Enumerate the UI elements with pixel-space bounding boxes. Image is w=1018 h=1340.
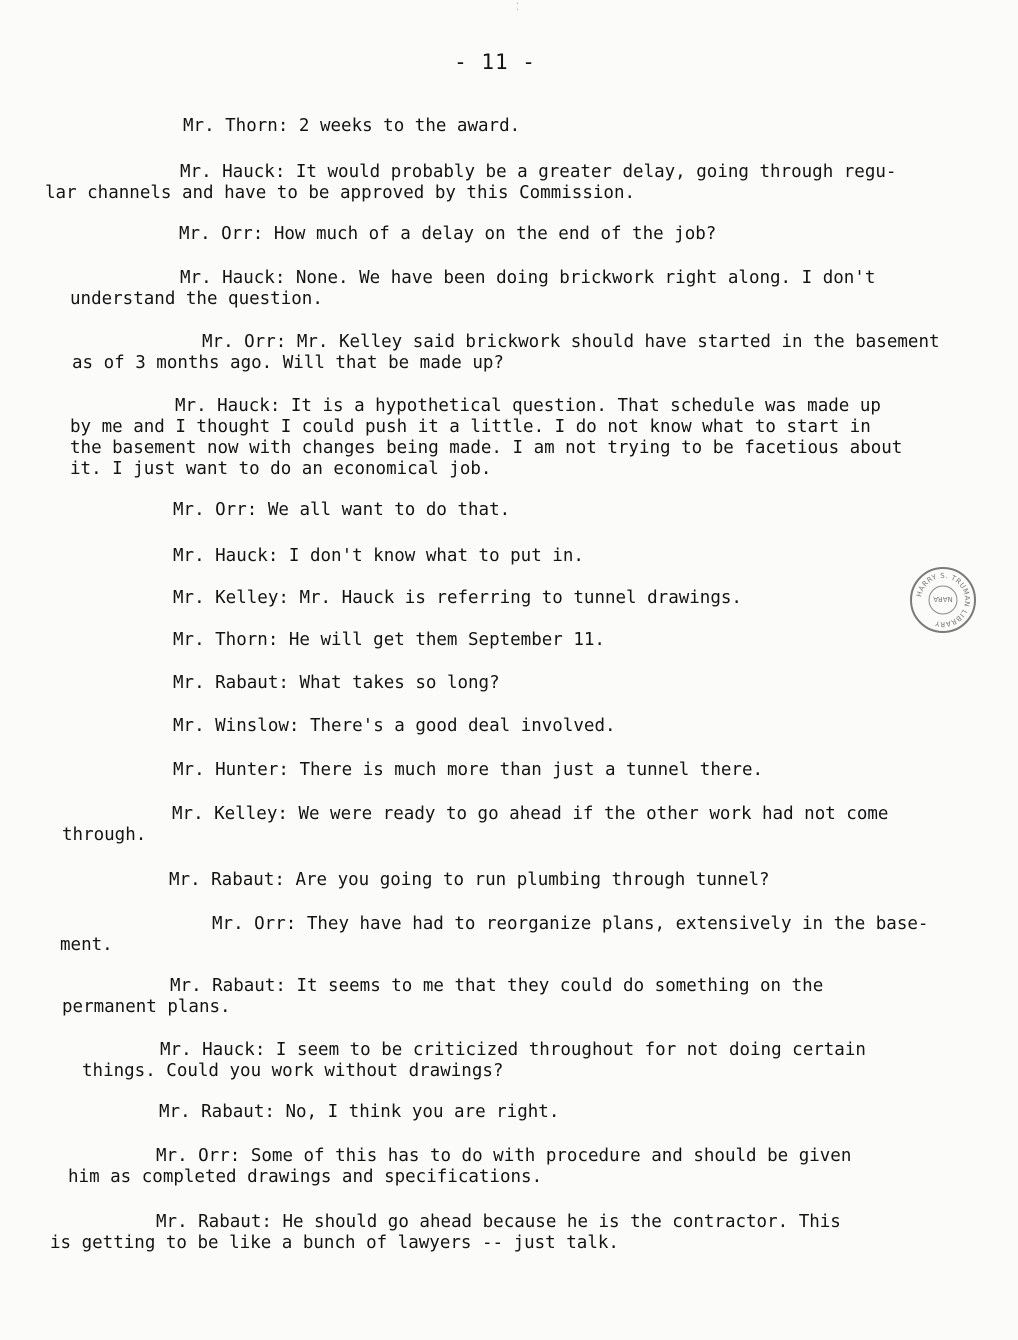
transcript-paragraph <box>70 268 960 310</box>
paragraph-text: He should go ahead because he is the contractor. This is getting to be like a bunch of lawyers -- just talk. <box>50 1212 841 1253</box>
paragraph-text: Mr. Hauck is referring to tunnel drawings. <box>288 588 742 608</box>
transcript-paragraph <box>68 1146 958 1188</box>
speaker-name: Mr. Hunter: <box>173 760 289 780</box>
paragraph-text: What takes so long? <box>288 673 500 693</box>
transcript-paragraph <box>45 760 935 781</box>
transcript-paragraph <box>45 1102 935 1123</box>
transcript-paragraph <box>45 716 935 737</box>
speaker-name: Mr. Winslow: <box>173 716 300 736</box>
transcript-paragraph <box>50 1212 940 1254</box>
speaker-name: Mr. Orr: <box>156 1146 241 1166</box>
speaker-name: Mr. Rabaut: <box>173 673 289 693</box>
transcript-paragraph <box>45 630 935 651</box>
speaker-name: Mr. Rabaut: <box>170 976 286 996</box>
speaker-name: Mr. Hauck: <box>180 268 286 288</box>
speaker-name: Mr. Hauck: <box>160 1040 266 1060</box>
transcript-paragraph <box>45 546 935 567</box>
paragraph-text: None. We have been doing brickwork right along. I don't understand the question. <box>70 268 876 309</box>
speaker-name: Mr. Rabaut: <box>159 1102 275 1122</box>
paragraph-text: We all want to do that. <box>257 500 511 520</box>
speaker-name: Mr. Orr: <box>173 500 258 520</box>
svg-text:HARRY S. TRUMAN LIBRARY: HARRY S. TRUMAN LIBRARY <box>915 571 972 629</box>
paragraph-text: There is much more than just a tunnel there. <box>288 760 764 780</box>
paragraph-text: Mr. Kelley said brickwork should have started in the basement as of 3 months ago. Will that be made up? <box>72 332 940 373</box>
paper-speck: ⁚ <box>516 2 520 13</box>
speaker-name: Mr. Orr: <box>202 332 287 352</box>
transcript-paragraph <box>82 1040 972 1082</box>
library-stamp <box>910 567 976 633</box>
transcript-paragraph <box>62 976 952 1018</box>
stamp-graphic <box>912 569 974 631</box>
transcript-paragraph <box>45 588 935 609</box>
speaker-name: Mr. Orr: <box>212 914 297 934</box>
paragraph-text: Are you going to run plumbing through tunnel? <box>284 870 770 890</box>
paragraph-text: There's a good deal involved. <box>299 716 616 736</box>
page-number: - 11 - <box>454 50 536 74</box>
transcript-paragraph <box>70 396 960 480</box>
transcript-paragraph <box>72 332 962 374</box>
speaker-name: Mr. Orr: <box>179 224 264 244</box>
paragraph-text: I seem to be criticized throughout for not doing certain things. Could you work without drawings? <box>82 1040 866 1081</box>
speaker-name: Mr. Rabaut: <box>156 1212 272 1232</box>
transcript-paragraph <box>45 870 935 891</box>
speaker-name: Mr. Kelley: <box>172 804 288 824</box>
transcript-paragraph <box>45 116 935 137</box>
paragraph-text: They have had to reorganize plans, extensively in the base- ment. <box>60 914 929 955</box>
paragraph-text: It is a hypothetical question. That schedule was made up by me and I thought I could push it a little. I do not know what to start in the basement now with changes being made. I am not trying to be facetious about it. I just want to do an economical job. <box>70 396 903 479</box>
paragraph-text: 2 weeks to the award. <box>288 116 521 136</box>
paragraph-text: He will get them September 11. <box>278 630 605 650</box>
speaker-name: Mr. Kelley: <box>173 588 289 608</box>
paragraph-text: It seems to me that they could do something on the permanent plans. <box>62 976 824 1017</box>
transcript-paragraph <box>60 914 950 956</box>
speaker-name: Mr. Thorn: <box>183 116 289 136</box>
paragraph-text: It would probably be a greater delay, going through regu- lar channels and have to be approved by this Commission. <box>45 162 897 203</box>
transcript-paragraph <box>45 224 935 245</box>
speaker-name: Mr. Hauck: <box>180 162 286 182</box>
paragraph-text: I don't know what to put in. <box>278 546 584 566</box>
paragraph-text: Some of this has to do with procedure and should be given him as completed drawings and specifications. <box>68 1146 852 1187</box>
speaker-name: Mr. Rabaut: <box>169 870 285 890</box>
speaker-name: Mr. Thorn: <box>173 630 279 650</box>
svg-text:NARA: NARA <box>933 595 953 603</box>
transcript-paragraph <box>45 162 935 204</box>
transcript-paragraph <box>45 500 935 521</box>
transcript-paragraph <box>45 673 935 694</box>
paragraph-text: We were ready to go ahead if the other work had not come through. <box>62 804 889 845</box>
speaker-name: Mr. Hauck: <box>175 396 281 416</box>
paragraph-text: No, I think you are right. <box>274 1102 560 1122</box>
speaker-name: Mr. Hauck: <box>173 546 279 566</box>
transcript-paragraph <box>62 804 952 846</box>
paragraph-text: How much of a delay on the end of the job? <box>263 224 717 244</box>
